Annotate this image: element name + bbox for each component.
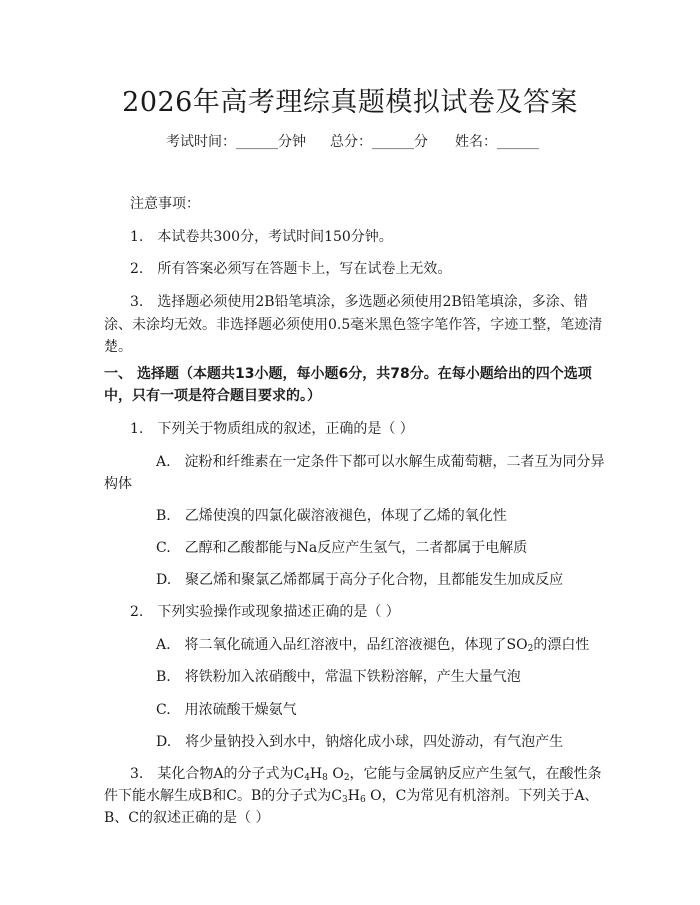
question-2-option-b: B. 将铁粉加入浓硝酸中，常温下铁粉溶解，产生大量气泡 (156, 669, 521, 685)
question-2-option-a: A. 将二氧化硫通入品红溶液中，品红溶液褪色，体现了$SO_2$的漂白性 (156, 637, 590, 654)
total-score-field: 总分：______分 (330, 134, 428, 150)
notice-item-3-line-2: 涂、未涂均无效。非选择题必须使用0.5毫米黑色签字笔作答，字迹工整，笔迹清 (104, 317, 603, 333)
section-heading-line-2: 中，只有一项是符合题目要求的。） (104, 388, 321, 404)
notice-item-2: 2. 所有答案必须写在答题卡上，写在试卷上无效。 (130, 261, 452, 277)
name-field: 姓名：______ (455, 134, 539, 150)
page-title: 2026年高考理综真题模拟试卷及答案 (122, 87, 578, 118)
section-heading-line-1: 选择题（本题共13小题，每小题6分，共78分。在每小题给出的四个选项 (137, 366, 592, 382)
exam-time-field: 考试时间：______分钟 (166, 134, 306, 150)
notice-item-3-line-1: 3. 选择题必须使用2B铅笔填涂，多选题必须使用2B铅笔填涂，多涂、错 (130, 294, 588, 310)
question-1-option-a-line-1: A. 淀粉和纤维素在一定条件下都可以水解生成葡萄糖，二者互为同分异 (156, 454, 605, 470)
section-number: 一、 (104, 366, 132, 382)
notice-item-3-line-3: 楚。 (104, 339, 132, 355)
question-2-stem: 2. 下列实验操作或现象描述正确的是（ ） (130, 604, 400, 620)
question-1-option-a-line-2: 构体 (104, 476, 132, 492)
question-1-option-b: B. 乙烯使溴的四氯化碳溶液褪色，体现了乙烯的氧化性 (156, 508, 507, 524)
question-3-stem-line-3: B、C的叙述正确的是（ ） (104, 810, 270, 826)
notice-item-1: 1. 本试卷共300分，考试时间150分钟。 (130, 229, 393, 245)
notice-heading: 注意事项： (130, 196, 200, 212)
question-3-stem-line-1: 3. 某化合物A的分子式为$C_4H_8$ $O_2$，它能与金属钠反应产生氢气，在酸性条 (130, 766, 602, 783)
question-2-option-c: C. 用浓硫酸干燥氨气 (156, 702, 297, 718)
question-1-option-c: C. 乙醇和乙酸都能与Na反应产生氢气，二者都属于电解质 (156, 540, 528, 556)
question-2-option-d: D. 将少量钠投入到水中，钠熔化成小球，四处游动，有气泡产生 (156, 734, 564, 750)
question-1-option-d: D. 聚乙烯和聚氯乙烯都属于高分子化合物，且都能发生加成反应 (156, 572, 564, 588)
question-1-stem: 1. 下列关于物质组成的叙述，正确的是（ ） (130, 421, 414, 437)
question-3-stem-line-2: 件下能水解生成B和C。B的分子式为$C_3H_6$ O，C为常见有机溶剂。下列关于A、 (104, 788, 599, 805)
